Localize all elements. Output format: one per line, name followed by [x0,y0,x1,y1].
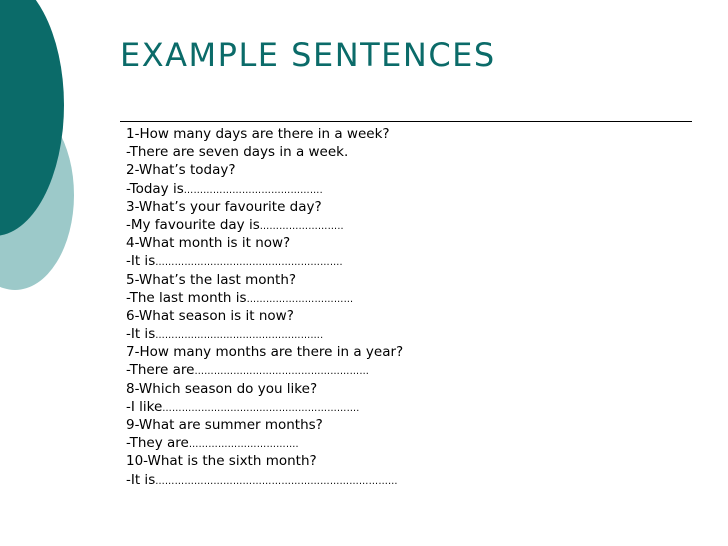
sentence-text: -I like [126,398,163,415]
sentence-blank: ……………………………. [188,439,299,451]
sentence-text: -They are [126,435,189,452]
sentence-text: 1-How many days are there in a week? [126,126,390,142]
sentence-line [126,452,403,470]
sentence-line [126,398,403,416]
sentence-line [126,252,403,270]
sentence-blank: …………………………………………………. [155,257,343,269]
sentence-line [126,198,403,216]
sentence-text: -There are seven days in a week. [126,144,349,161]
sentence-blank: ……………………………………………… [194,366,370,378]
sentence-text: -It is [126,326,156,343]
sentence-line [126,143,403,161]
sentence-line [126,234,403,252]
decorative-circles [0,0,110,546]
sentence-blank: ……………………………………………………. [162,402,360,414]
sentence-text: 7-How many months are there in a year? [126,344,404,361]
sentence-line [126,343,403,361]
sentence-line [126,216,403,234]
sentence-text: 6-What season is it now? [126,307,294,324]
sentence-line [126,325,403,343]
sentence-blank: ……………………………………. [183,184,323,196]
slide-title: EXAMPLE SENTENCES [120,36,496,74]
sentence-blank: ……………………………………………. [155,330,324,342]
sentence-text: -It is [126,471,156,488]
sentence-line [126,125,403,143]
sentence-line [126,161,403,179]
sentence-line [126,271,403,289]
sentence-text: -My favourite day is [126,216,260,233]
sentence-blank: …………………………… [246,293,354,305]
sentence-text: -It is [126,253,156,270]
sentence-blank: …………………….. [259,220,344,232]
sentence-text: -The last month is [126,289,247,306]
sentence-text: 9-What are summer months? [126,417,323,433]
title-divider [120,121,692,122]
sentence-line [126,180,403,198]
sentence-line [126,416,403,434]
sentence-line [126,289,403,307]
sentence-text: 8-Which season do you like? [126,380,318,397]
sentence-blank: ………………………………………………………………… [155,475,398,487]
sentence-text: 3-What’s your favourite day? [126,198,322,215]
sentence-text: 5-What’s the last month? [126,271,297,288]
sentence-line [126,361,403,379]
sentence-line [126,307,403,325]
sentence-line [126,380,403,398]
sentence-line [126,434,403,452]
sentence-text: 10-What is the sixth month? [126,453,317,470]
sentence-text: -Today is [126,180,184,197]
sentence-text: 4-What month is it now? [126,235,291,252]
sentence-text: 2-What’s today? [126,162,236,179]
sentence-list [126,125,403,489]
sentence-line [126,471,403,489]
sentence-text: -There are [126,362,195,379]
